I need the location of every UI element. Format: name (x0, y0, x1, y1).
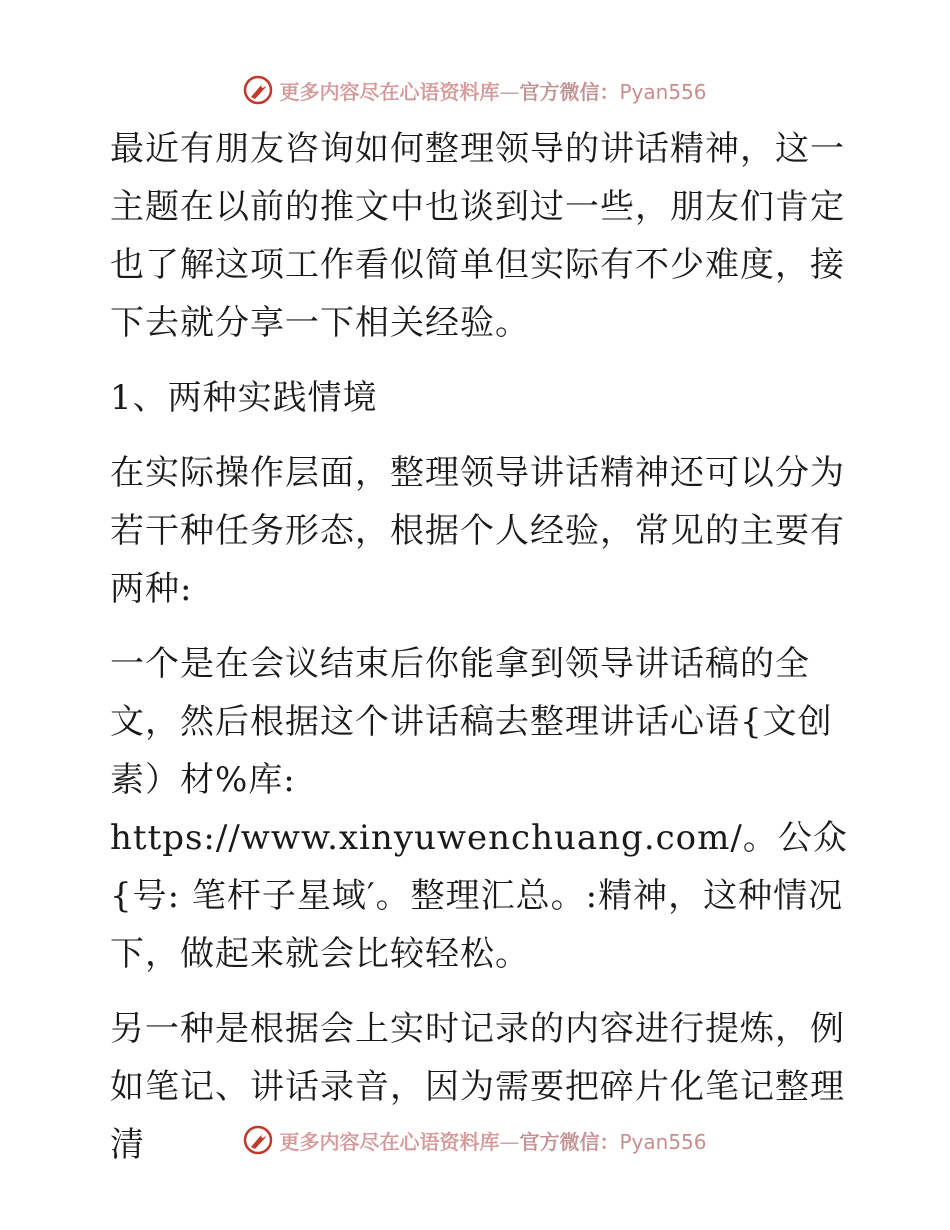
paragraph-second-type: 另一种是根据会上实时记录的内容进行提炼，例如笔记、讲话录音，因为需要把碎片化笔记整理清 (110, 1009, 845, 1165)
document-body (98, 120, 858, 1191)
banner-main-text: 更多内容尽在心语资料库 (279, 79, 500, 104)
banner-main-text: 更多内容尽在心语资料库 (279, 1129, 500, 1154)
footer-banner (0, 1120, 950, 1160)
banner-wechat-label: 官方微信： (519, 79, 620, 104)
paragraph-task-types: 在实际操作层面，整理领导讲话精神还可以分为若干种任务形态，根据个人经验，常见的主要有两种: (110, 453, 845, 609)
banner-text (279, 1126, 706, 1155)
banner-separator: — (499, 79, 520, 104)
banner-wechat-label: 官方微信： (519, 1129, 620, 1154)
pen-nib-logo-icon (243, 75, 273, 105)
pen-nib-logo-icon (243, 1125, 273, 1155)
banner-wechat-id: Pyan556 (619, 1129, 707, 1154)
paragraph-first-type: 一个是在会议结束后你能拿到领导讲话稿的全文，然后根据这个讲话稿去整理讲话心语{文创素）材%库: https://www.xinyuwenchuang.com/。公众{号: 笔杆子星域′。整理汇总。:精神，这种情况下，做起来就会比较轻松。 (110, 644, 848, 974)
banner-separator: — (499, 1129, 520, 1154)
paragraph-intro: 最近有朋友咨询如何整理领导的讲话精神，这一主题在以前的推文中也谈到过一些，朋友们肯定也了解这项工作看似简单但实际有不少难度，接下去就分享一下相关经验。 (110, 129, 845, 343)
banner-wechat-id: Pyan556 (619, 79, 707, 104)
section-heading: 1、两种实践情境 (110, 378, 378, 418)
header-banner (0, 70, 950, 110)
banner-text (279, 76, 706, 105)
